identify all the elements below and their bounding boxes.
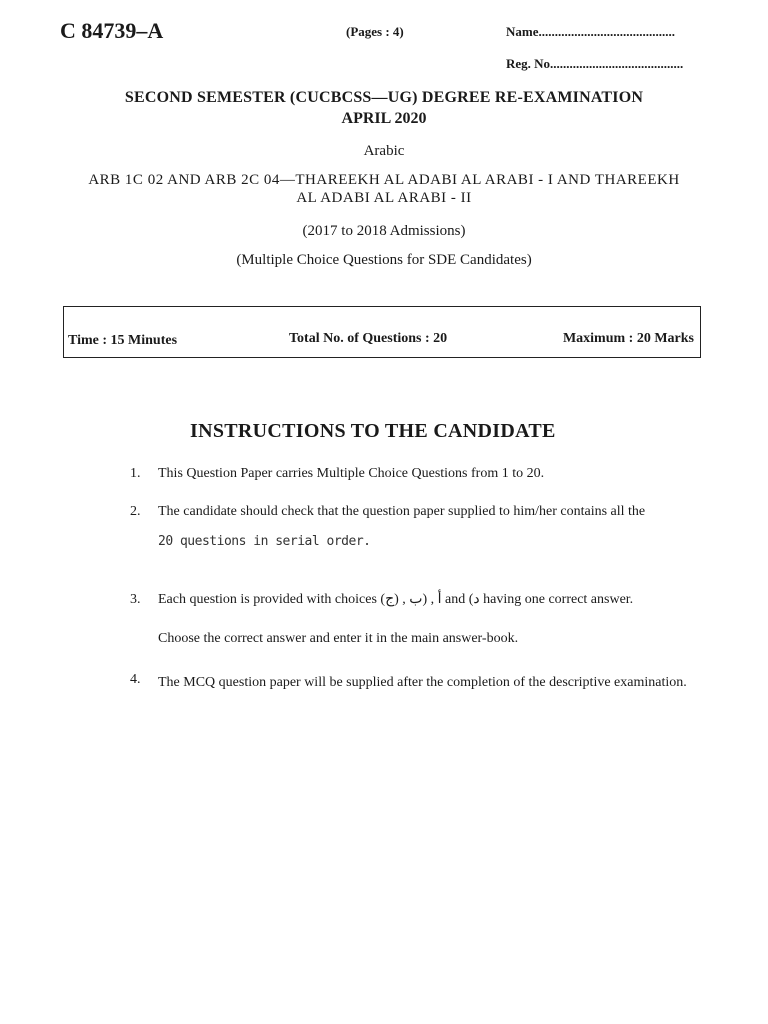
item-continuation: Choose the correct answer and enter it in the main answer-book. — [158, 631, 519, 646]
page-count: (Pages : 4) — [346, 24, 404, 39]
item-text: Each question is provided with choices (أ , (ب , (ج and (د having one correct answer. — [158, 592, 634, 607]
paper-title-line-1: ARB 1C 02 AND ARB 2C 04—THAREEKH AL ADABI AL ARABI - I AND THAREEKH — [88, 172, 680, 188]
paper-code: C 84739–A — [60, 18, 164, 43]
item-number: 2. — [130, 504, 141, 519]
item-text: The MCQ question paper will be supplied after the completion of the descriptive examination. — [158, 675, 687, 690]
paper-title-line-2: AL ADABI AL ARABI - II — [296, 190, 472, 206]
subject: Arabic — [363, 143, 405, 159]
name-field: Name.......................................... — [506, 24, 675, 39]
item-number: 3. — [130, 592, 141, 607]
item-number: 4. — [130, 672, 141, 687]
maximum-marks: Maximum : 20 Marks — [562, 331, 694, 346]
exam-title: SECOND SEMESTER (CUCBCSS—UG) DEGREE RE-EXAMINATION — [124, 89, 644, 106]
reg-no-field: Reg. No......................................... — [506, 56, 684, 71]
item-text: This Question Paper carries Multiple Choice Questions from 1 to 20. — [158, 466, 545, 481]
admissions: (2017 to 2018 Admissions) — [302, 223, 466, 239]
item-text: The candidate should check that the question paper supplied to him/her contains all the — [158, 504, 646, 519]
item-number: 1. — [130, 466, 141, 481]
exam-info-box — [63, 306, 701, 358]
total-questions: Total No. of Questions : 20 — [289, 331, 448, 346]
exam-month: APRIL 2020 — [341, 110, 427, 127]
instructions-title: INSTRUCTIONS TO THE CANDIDATE — [190, 420, 556, 442]
time-limit: Time : 15 Minutes — [68, 333, 178, 348]
mcq-note: (Multiple Choice Questions for SDE Candidates) — [236, 252, 532, 268]
item-continuation: 20 questions in serial order. — [158, 534, 371, 549]
